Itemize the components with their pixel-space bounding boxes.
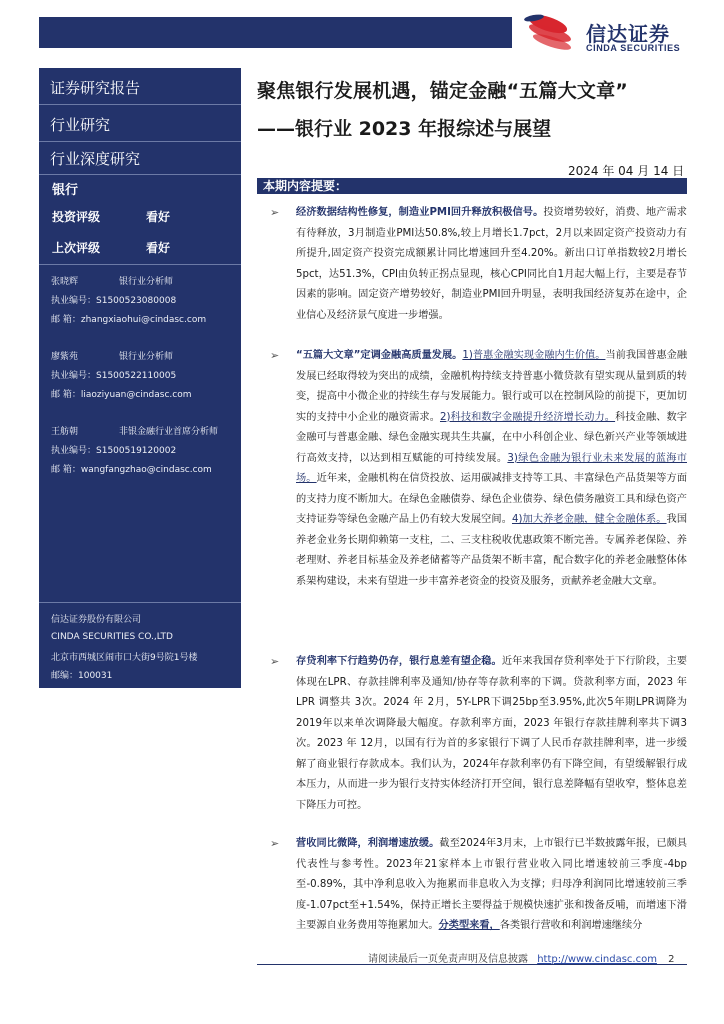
analyst-cert: S1500523080008 — [96, 296, 177, 306]
email-label: 邮 箱： — [51, 465, 81, 475]
section-paragraph — [296, 652, 687, 816]
section-paragraph — [296, 203, 687, 326]
report-subtitle: ——银行业 2023 年报综述与展望 — [257, 118, 552, 140]
prev-rating-value: 看好 — [146, 241, 171, 255]
research-type-band — [39, 105, 241, 142]
section-paragraph — [296, 346, 687, 592]
section-body: 投资增势较好，消费、地产需求有待释放，3月制造业PMI达50.8%,较上月增长1.7pct，2月以来固定资产投资动力有所提升,固定资产投资完成额累计同比增速回升至4.20%。新出口订单指数较2月增长5pct，达51.3%，CPI由负转正拐点显现，核心CPI同比自1月起大幅上行，主要是春节因素的影响。固定资产增势较好，制造业PMI回升明显，表明我国经济复苏在途中，企业信心及经济景气度进一步增强。 — [296, 207, 687, 321]
analyst-role: 非银金融行业首席分析师 — [119, 427, 219, 437]
analyst-role: 银行业分析师 — [119, 352, 174, 362]
footer-disclaimer: 请阅读最后一页免责声明及信息披露 — [368, 954, 528, 965]
cert-label: 执业编号： — [51, 371, 97, 381]
cert-label: 执业编号： — [51, 296, 97, 306]
analyst-name: 廖紫苑 — [51, 352, 79, 362]
analyst-role: 银行业分析师 — [119, 277, 174, 287]
company-logo — [522, 10, 702, 58]
section-subpoint: 1)普惠金融实现金融内生价值。 — [462, 350, 606, 361]
analyst-name: 张晓辉 — [51, 277, 79, 287]
section-paragraph — [296, 834, 687, 937]
analyst-name: 王舫朝 — [51, 427, 79, 437]
report-date: 2024 年 04 月 14 日 — [568, 164, 685, 178]
cinda-logo-icon — [522, 10, 582, 54]
divider — [39, 602, 241, 603]
section-lead: 营收同比微降，利润增速放缓。 — [296, 838, 440, 849]
section-body: 我国养老金业务长期仰赖第一支柱，二、三支柱税收优惠政策不断完善。专属养老保险、养老理财、养老目标基金及养老储蓄等产品货架不断丰富，配合数字化的养老金融整体体系架构建设，未来有望进一步丰富养老资金的投资及服务，贡献养老金融大文章。 — [296, 514, 688, 587]
section-body: 近年来，金融机构在信贷投放、运用碳减排支持等工具、丰富绿色产品货架等方面的支持力度不断加大。在绿色金融债券、绿色企业债券、绿色债务融资工具和绿色资产支持证券等绿色金融产品上仍有较大发展空间。 — [296, 473, 688, 525]
arrow-bullet-icon: ➢ — [270, 655, 280, 668]
page-number: 2 — [668, 954, 675, 965]
section-lead: “五篇大文章”定调金融高质量发展。 — [296, 350, 463, 361]
header-bar — [39, 17, 512, 48]
logo-name-en: CINDA SECURITIES — [586, 43, 681, 53]
section-body: 各类银行营收和利润增速继续分 — [499, 920, 643, 931]
email-label: 邮 箱： — [51, 315, 81, 325]
analyst-cert: S1500519120002 — [96, 446, 177, 456]
section-lead: 存贷利率下行趋势仍存，银行息差有望企稳。 — [296, 656, 502, 667]
sidebar — [39, 68, 241, 688]
email-label: 邮 箱： — [51, 390, 81, 400]
research-type: 行业研究 — [50, 116, 111, 134]
summary-heading: 本期内容提要： — [263, 179, 348, 193]
analyst-email[interactable]: zhangxiaohui@cindasc.com — [80, 315, 207, 325]
section-subpoint: 分类型来看， — [438, 920, 500, 931]
logo-name-cn: 信达证券 — [586, 22, 670, 46]
divider — [39, 264, 241, 265]
rating-value: 看好 — [146, 210, 171, 224]
arrow-bullet-icon: ➢ — [270, 837, 280, 850]
analyst-email[interactable]: liaoziyuan@cindasc.com — [80, 390, 192, 400]
company-name-en: CINDA SECURITIES CO.,LTD — [51, 632, 173, 642]
section-subpoint: 3)绿色金融为银行业未来发展的蓝海市场。 — [296, 452, 687, 484]
cert-label: 执业编号： — [51, 446, 97, 456]
report-type: 证券研究报告 — [50, 79, 141, 97]
industry: 银行 — [52, 183, 79, 198]
analyst-email[interactable]: wangfangzhao@cindasc.com — [80, 465, 212, 475]
section-lead: 经济数据结构性修复，制造业PMI回升释放积极信号。 — [296, 207, 544, 218]
section-body: 当前我国普惠金融发展已经取得较为突出的成绩，金融机构持续支持普惠小微贷款有望实现从量到质的转变，提高中小微企业的持续生存与发展能力。银行或可以在控制风险的前提下，更加切实的支持中小企业的融资需求。 — [296, 350, 688, 423]
sub-type: 行业深度研究 — [50, 150, 141, 168]
sub-type-band — [39, 142, 241, 175]
report-type-band — [39, 68, 241, 105]
footer-url-link[interactable]: http://www.cindasc.com — [537, 954, 657, 965]
analyst-cert: S1500522110005 — [96, 371, 177, 381]
section-body: 科技金融、数字金融可与普惠金融、绿色金融实现共生共赢，在中小科创企业、绿色新兴产业等领域进行高效支持，以达到相互赋能的可持续发展。 — [296, 411, 687, 464]
prev-rating-label: 上次评级 — [52, 241, 101, 255]
section-body: 近年来我国存贷利率处于下行阶段，主要体现在LPR、存款挂牌利率及通知/协存等存款利率的下调。贷款利率方面，2023 年 LPR 调整共 3次。2024 年 2月，5Y-LPR下调25bp至3.95%,此次5年期LPR调降为2019年以来单次调降最大幅度。存款利率方面，2023 年银行存款挂牌利率共下调3次。2023 年 12月，以国有行为首的多家银行下调了人民币存款挂牌利率，进一步缓解了商业银行存款成本。我们认为，2024年存款利率仍有下降空间，有望缓解银行成本压力，从而进一步为银行支持实体经济打开空间，银行息差降幅有望收窄，整体息差下降压力可控。 — [296, 656, 687, 811]
arrow-bullet-icon: ➢ — [270, 206, 280, 219]
summary-heading-bar — [257, 178, 687, 194]
page-footer — [368, 950, 675, 965]
section-subpoint: 4)加大养老金融，健全金融体系。 — [511, 514, 667, 525]
rating-label: 投资评级 — [52, 210, 101, 224]
company-name: 信达证券股份有限公司 — [51, 615, 142, 625]
section-subpoint: 2)科技和数字金融提升经济增长动力。 — [439, 411, 616, 423]
company-address: 北京市西城区闹市口大街9号院1号楼 — [51, 653, 198, 663]
company-postcode: 邮编：100031 — [51, 671, 113, 681]
report-title: 聚焦银行发展机遇，锚定金融“五篇大文章” — [257, 80, 628, 102]
section-body: 截至2024年3月末，上市银行已半数披露年报，已颇具代表性与参考性。2023年21家样本上市银行营业收入同比增速较前三季度-4bp至-0.89%，其中净利息收入为拖累而非息收入为支撑；归母净利润同比增速较前三季度-1.07pct至+1.54%，保持正增长主要得益于规模快速扩张和拨备反哺，而增速下滑主要源自业务费用等拖累加大。 — [296, 838, 688, 931]
arrow-bullet-icon: ➢ — [270, 349, 280, 362]
